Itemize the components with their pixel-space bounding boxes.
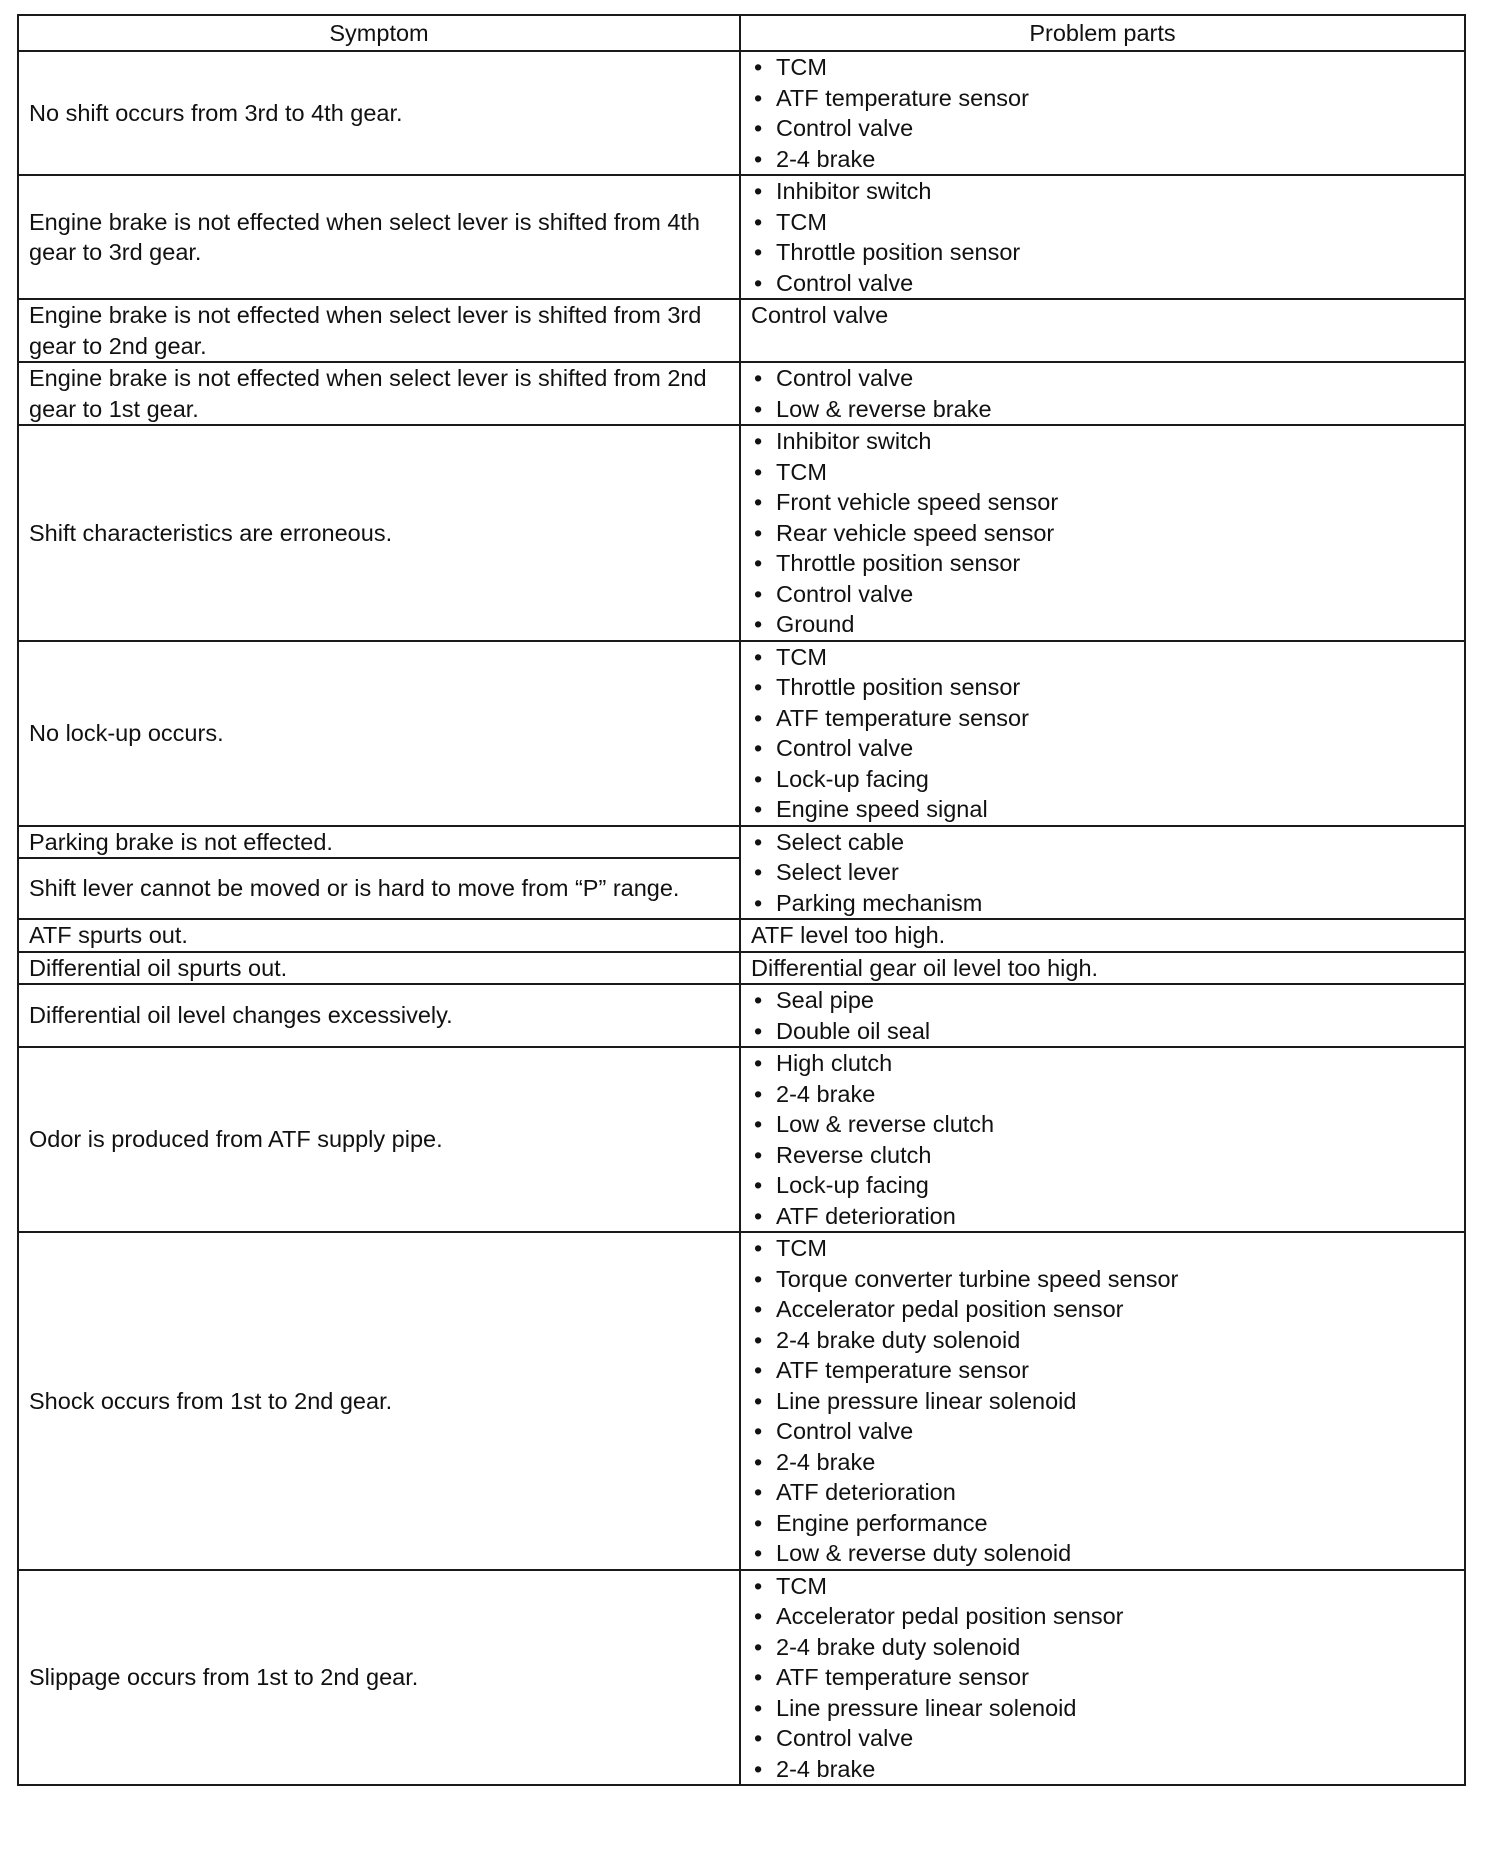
table-row	[18, 1232, 1465, 1570]
diagnosis-table	[17, 14, 1466, 1786]
symptom-cell: Shift characteristics are erroneous.	[18, 425, 740, 641]
problem-parts-cell	[740, 175, 1465, 299]
problem-part-item: • 2-4 brake duty solenoid	[751, 1325, 1454, 1356]
problem-part-item: • TCM	[751, 207, 1454, 238]
symptom-cell: Shift lever cannot be moved or is hard to move from “P” range.	[18, 858, 740, 919]
symptom-cell: No lock-up occurs.	[18, 641, 740, 826]
table-row	[18, 952, 1465, 985]
problem-part-item: • Engine speed signal	[751, 794, 1454, 825]
problem-part-item: • Control valve	[751, 1416, 1454, 1447]
problem-parts-cell	[740, 1232, 1465, 1570]
problem-parts-cell	[740, 425, 1465, 641]
problem-part-item: • Front vehicle speed sensor	[751, 487, 1454, 518]
table-row	[18, 362, 1465, 425]
problem-parts-cell	[740, 362, 1465, 425]
problem-part-item: • Select lever	[751, 857, 1454, 888]
symptom-cell: Differential oil level changes excessively.	[18, 984, 740, 1047]
table-row	[18, 826, 1465, 859]
problem-parts-cell	[740, 51, 1465, 175]
document-page	[17, 14, 1464, 1786]
problem-parts-list	[751, 176, 1454, 298]
problem-part-item: • Accelerator pedal position sensor	[751, 1601, 1454, 1632]
problem-part-item: • Torque converter turbine speed sensor	[751, 1264, 1454, 1295]
problem-part-item: • Lock-up facing	[751, 1170, 1454, 1201]
header-symptom: Symptom	[18, 15, 740, 51]
problem-parts-list	[751, 1571, 1454, 1785]
symptom-cell: Slippage occurs from 1st to 2nd gear.	[18, 1570, 740, 1786]
symptom-cell: Engine brake is not effected when select lever is shifted from 2nd gear to 1st gear.	[18, 362, 740, 425]
problem-part-item: • Throttle position sensor	[751, 548, 1454, 579]
problem-part-item: • 2-4 brake duty solenoid	[751, 1632, 1454, 1663]
problem-part-item: • TCM	[751, 52, 1454, 83]
problem-part-item: • Control valve	[751, 363, 1454, 394]
header-problem-parts: Problem parts	[740, 15, 1465, 51]
table-row	[18, 175, 1465, 299]
problem-parts-list	[751, 642, 1454, 825]
symptom-cell: No shift occurs from 3rd to 4th gear.	[18, 51, 740, 175]
problem-parts-cell	[740, 1570, 1465, 1786]
problem-part-item: • High clutch	[751, 1048, 1454, 1079]
table-header-row	[18, 15, 1465, 51]
problem-parts-list	[751, 985, 1454, 1046]
problem-part-item: • ATF temperature sensor	[751, 1355, 1454, 1386]
problem-part-item: • Control valve	[751, 579, 1454, 610]
problem-part-item: • TCM	[751, 1571, 1454, 1602]
problem-part-item: • Inhibitor switch	[751, 426, 1454, 457]
problem-part-item: • Line pressure linear solenoid	[751, 1693, 1454, 1724]
table-row	[18, 1570, 1465, 1786]
problem-part-text: Differential gear oil level too high.	[751, 954, 1099, 981]
problem-parts-cell	[740, 826, 1465, 920]
symptom-cell: Differential oil spurts out.	[18, 952, 740, 985]
problem-part-item: • Seal pipe	[751, 985, 1454, 1016]
problem-part-item: • Throttle position sensor	[751, 672, 1454, 703]
problem-part-item: • ATF deterioration	[751, 1201, 1454, 1232]
problem-part-item: • TCM	[751, 642, 1454, 673]
table-row	[18, 51, 1465, 175]
problem-part-item: • ATF temperature sensor	[751, 703, 1454, 734]
problem-part-item: • TCM	[751, 1233, 1454, 1264]
problem-part-item: • 2-4 brake	[751, 1079, 1454, 1110]
problem-part-item: • Low & reverse clutch	[751, 1109, 1454, 1140]
problem-part-item: • 2-4 brake	[751, 144, 1454, 175]
problem-parts-list	[751, 1233, 1454, 1569]
symptom-cell: Engine brake is not effected when select lever is shifted from 4th gear to 3rd gear.	[18, 175, 740, 299]
problem-parts-cell	[740, 299, 1465, 362]
problem-part-item: • Parking mechanism	[751, 888, 1454, 919]
problem-part-item: • Control valve	[751, 113, 1454, 144]
table-row	[18, 641, 1465, 826]
symptom-cell: Parking brake is not effected.	[18, 826, 740, 859]
problem-part-item: • Reverse clutch	[751, 1140, 1454, 1171]
table-row	[18, 984, 1465, 1047]
problem-parts-cell	[740, 641, 1465, 826]
problem-part-item: • ATF temperature sensor	[751, 83, 1454, 114]
symptom-cell: Shock occurs from 1st to 2nd gear.	[18, 1232, 740, 1570]
problem-parts-list	[751, 426, 1454, 640]
problem-part-item: • Low & reverse brake	[751, 394, 1454, 425]
problem-part-item: • Control valve	[751, 1723, 1454, 1754]
problem-part-item: • Lock-up facing	[751, 764, 1454, 795]
problem-part-item: • Low & reverse duty solenoid	[751, 1538, 1454, 1569]
table-row	[18, 919, 1465, 952]
problem-parts-list	[751, 363, 1454, 424]
problem-part-item: • Line pressure linear solenoid	[751, 1386, 1454, 1417]
problem-parts-cell	[740, 952, 1465, 985]
problem-part-item: • Control valve	[751, 268, 1454, 299]
problem-parts-list	[751, 1048, 1454, 1231]
problem-parts-list	[751, 52, 1454, 174]
problem-part-item: • 2-4 brake	[751, 1754, 1454, 1785]
problem-part-item: • Double oil seal	[751, 1016, 1454, 1047]
problem-part-item: • ATF deterioration	[751, 1477, 1454, 1508]
table-row	[18, 425, 1465, 641]
problem-part-item: • Ground	[751, 609, 1454, 640]
table-row	[18, 1047, 1465, 1232]
problem-part-item: • ATF temperature sensor	[751, 1662, 1454, 1693]
table-body	[18, 51, 1465, 1785]
problem-part-item: • Accelerator pedal position sensor	[751, 1294, 1454, 1325]
problem-part-text: ATF level too high.	[751, 922, 946, 948]
problem-part-item: • 2-4 brake	[751, 1447, 1454, 1478]
symptom-cell: ATF spurts out.	[18, 919, 740, 952]
problem-part-item: • Throttle position sensor	[751, 237, 1454, 268]
problem-part-item: • TCM	[751, 457, 1454, 488]
problem-part-item: • Control valve	[751, 733, 1454, 764]
problem-parts-cell	[740, 919, 1465, 952]
problem-part-item: • Rear vehicle speed sensor	[751, 518, 1454, 549]
table-row	[18, 299, 1465, 362]
problem-part-item: • Select cable	[751, 827, 1454, 858]
symptom-cell: Engine brake is not effected when select lever is shifted from 3rd gear to 2nd gear.	[18, 299, 740, 362]
problem-part-item: • Engine performance	[751, 1508, 1454, 1539]
problem-part-text: Control valve	[751, 302, 889, 328]
symptom-cell: Odor is produced from ATF supply pipe.	[18, 1047, 740, 1232]
problem-parts-cell	[740, 984, 1465, 1047]
problem-parts-list	[751, 827, 1454, 919]
problem-parts-cell	[740, 1047, 1465, 1232]
problem-part-item: • Inhibitor switch	[751, 176, 1454, 207]
